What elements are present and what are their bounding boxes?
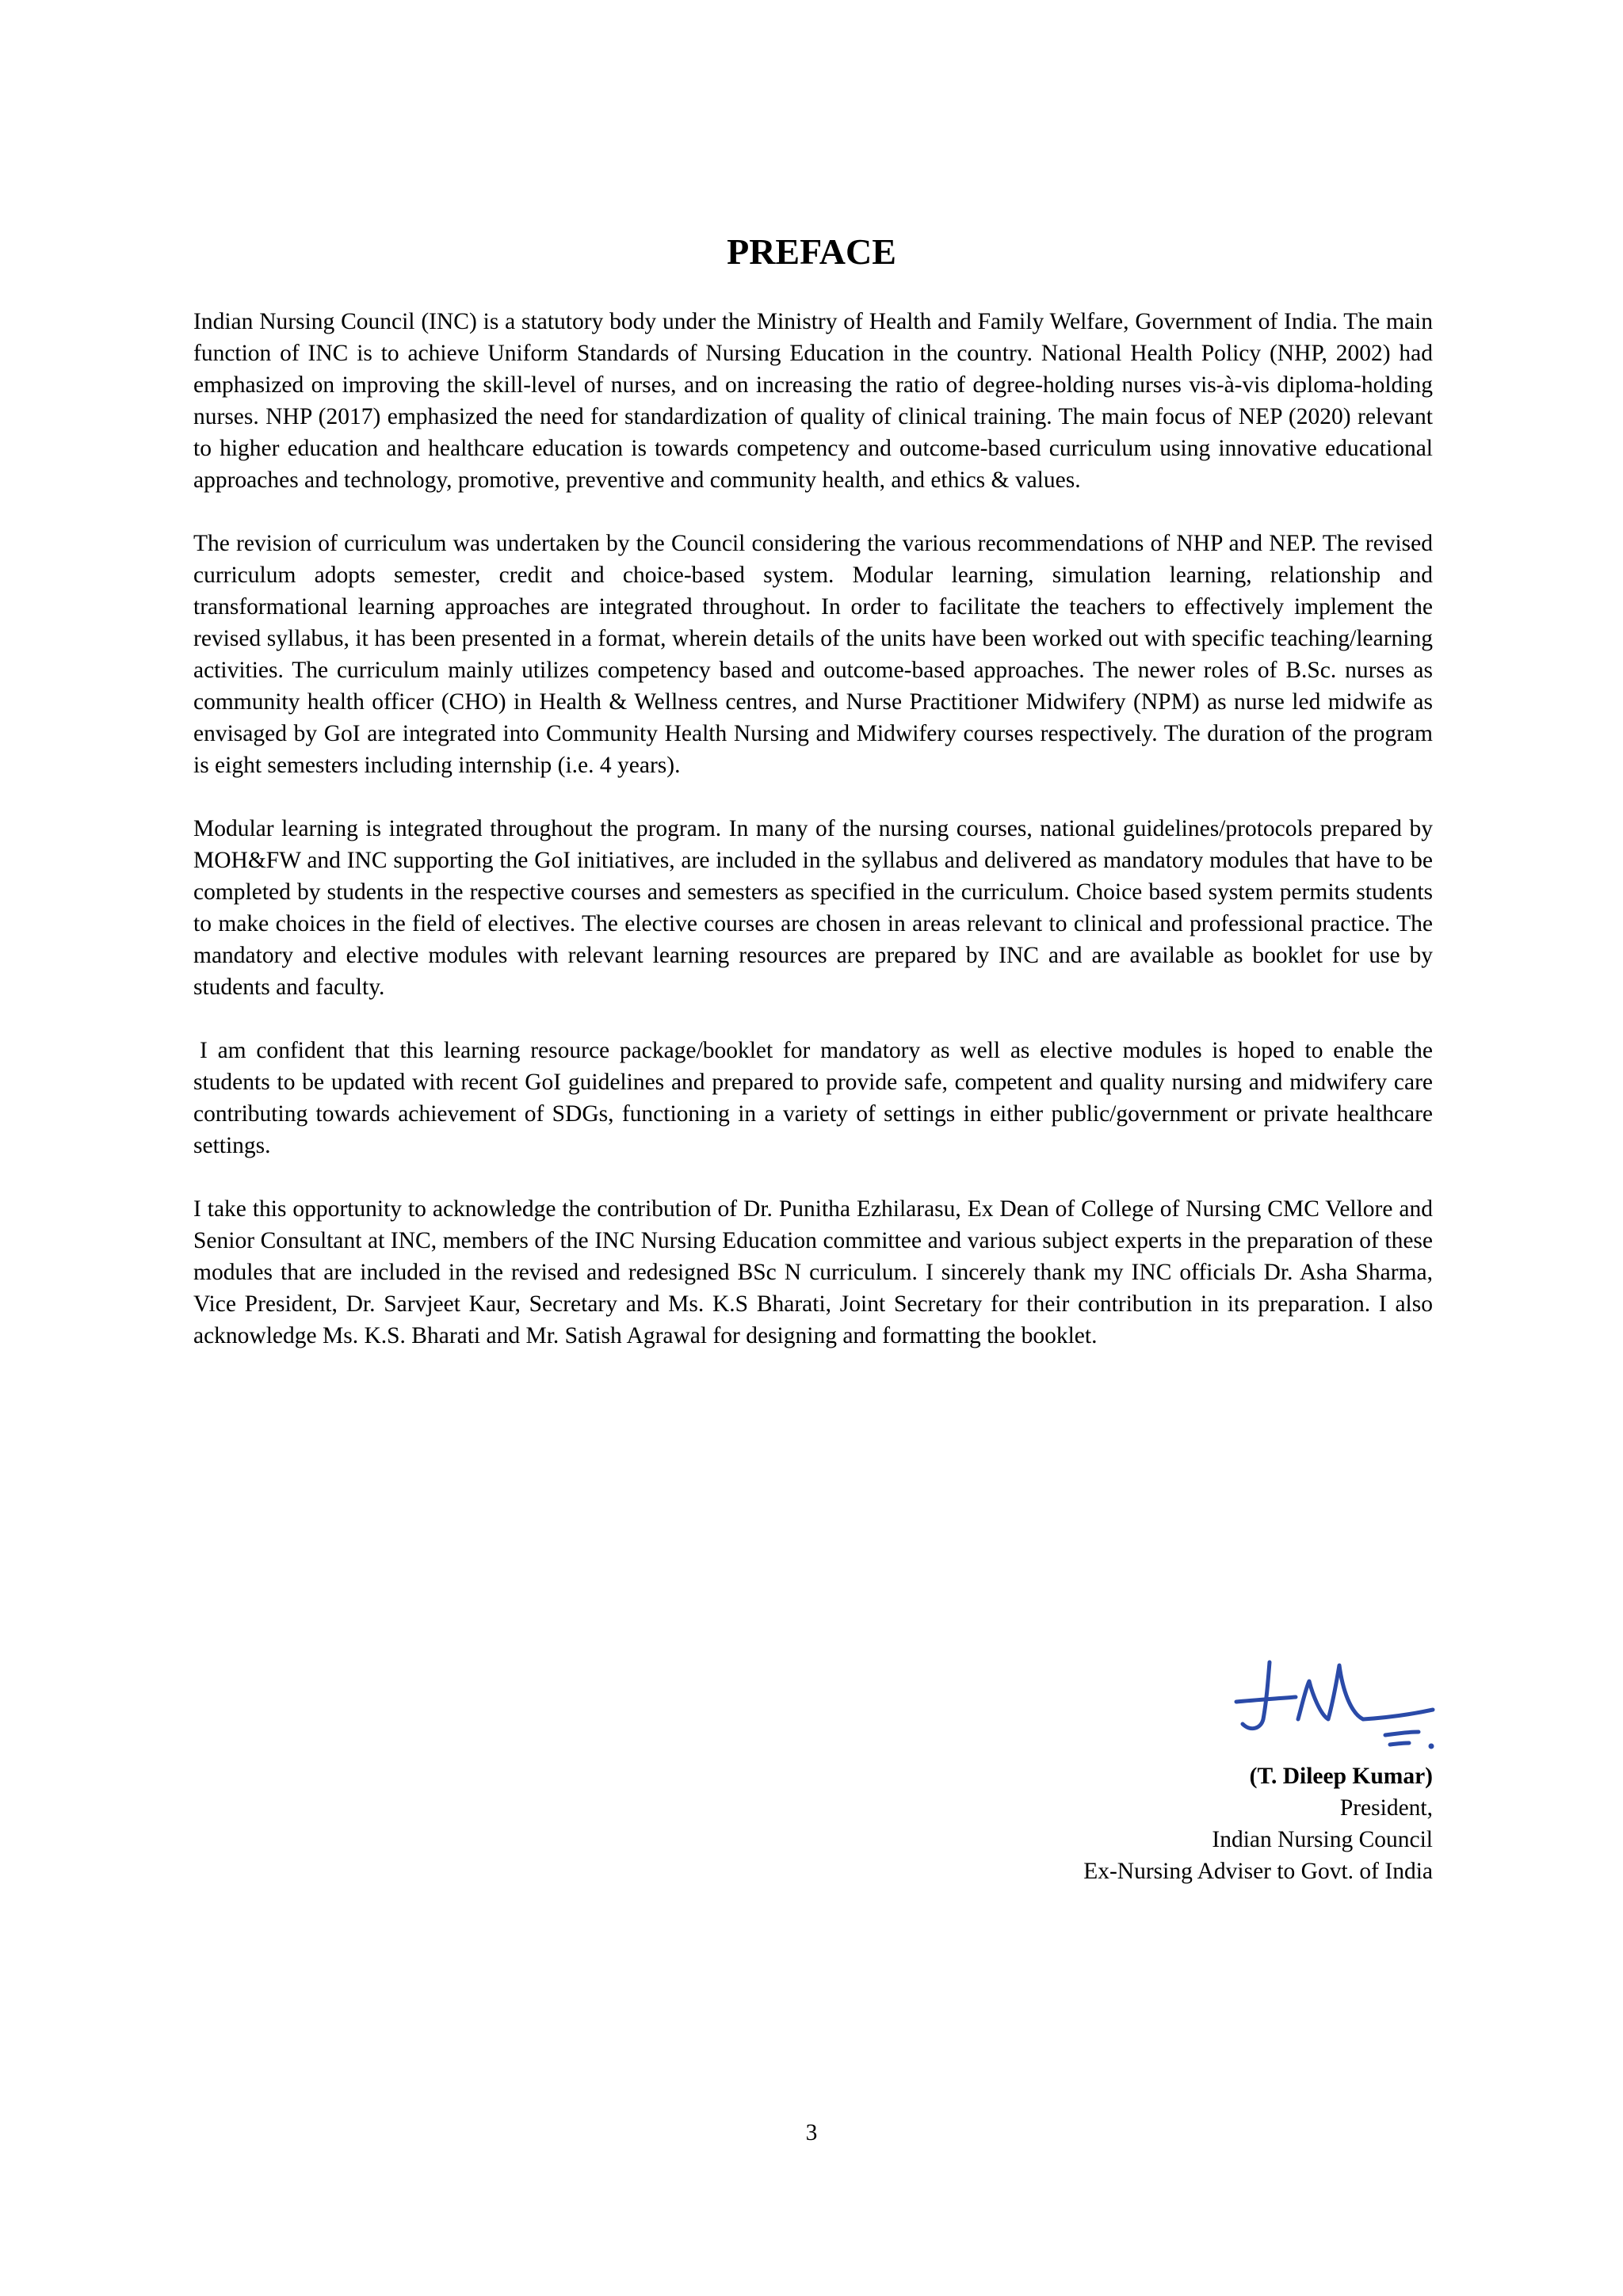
handwritten-signature — [1220, 1646, 1442, 1765]
paragraph-5: I take this opportunity to acknowledge the contribution of Dr. Punitha Ezhilarasu, Ex Dean of College of Nursing CMC Vellore and Senior Consultant at INC, members of the INC Nursing Education committee and various subject experts in the preparation of these modules that are included in the revised and redesigned BSc N curriculum. I sincerely thank my INC officials Dr. Asha Sharma, Vice President, Dr. Sarvjeet Kaur, Secretary and Ms. K.S Bharati, Joint Secretary for their contribution in its preparation. I also acknowledge Ms. K.S. Bharati and Mr. Satish Agrawal for designing and formatting the booklet. — [193, 1196, 1433, 1348]
paragraph-2: The revision of curriculum was undertaken by the Council considering the various recommendations of NHP and NEP. The revised curriculum adopts semester, credit and choice-based system. Modular learning, simulation learning, relationship and transformational learning approaches are integrated throughout. In order to facilitate the teachers to effectively implement the revised syllabus, it has been presented in a format, wherein details of the units have been worked out with specific teaching/learning activities. The curriculum mainly utilizes competency based and outcome-based approaches. The newer roles of B.Sc. nurses as community health officer (CHO) in Health & Wellness centres, and Nurse Practitioner Midwifery (NPM) as nurse led midwife as envisaged by GoI are integrated into Community Health Nursing and Midwifery courses respectively. The duration of the program is eight semesters including internship (i.e. 4 years). — [193, 531, 1433, 778]
signature-block — [1083, 1760, 1433, 1887]
page-title: PREFACE — [727, 231, 896, 272]
preface-body — [193, 306, 1433, 1383]
signatory-former-role: Ex-Nursing Adviser to Govt. of India — [1083, 1859, 1433, 1884]
page-number: 3 — [805, 2120, 818, 2145]
paragraph-4: I am confident that this learning resource package/booklet for mandatory as well as elective modules is hoped to enable the students to be updated with recent GoI guidelines and prepared to provide safe, competent and quality nursing and midwifery care contributing towards achievement of SDGs, functioning in a variety of settings in either public/government or private healthcare settings. — [193, 1038, 1433, 1158]
signatory-name: (T. Dileep Kumar) — [1249, 1764, 1433, 1789]
paragraph-3: Modular learning is integrated throughout the program. In many of the nursing courses, national guidelines/protocols prepared by MOH&FW and INC supporting the GoI initiatives, are included in the syllabus and delivered as mandatory modules that have to be completed by students in the respective courses and semesters as specified in the curriculum. Choice based system permits students to make choices in the field of electives. The elective courses are chosen in areas relevant to clinical and professional practice. The mandatory and elective modules with relevant learning resources are prepared by INC and are available as booklet for use by students and faculty. — [193, 816, 1433, 1000]
paragraph-1: Indian Nursing Council (INC) is a statutory body under the Ministry of Health and Family Welfare, Government of India. The main function of INC is to achieve Uniform Standards of Nursing Education in the country. National Health Policy (NHP, 2002) had emphasized on improving the skill-level of nurses, and on increasing the ratio of degree-holding nurses vis-à-vis diploma-holding nurses. NHP (2017) emphasized the need for standardization of quality of clinical training. The main focus of NEP (2020) relevant to higher education and healthcare education is towards competency and outcome-based curriculum using innovative educational approaches and technology, promotive, preventive and community health, and ethics & values. — [193, 309, 1433, 493]
signatory-role: President, — [1339, 1795, 1433, 1821]
signatory-organization: Indian Nursing Council — [1212, 1827, 1433, 1852]
